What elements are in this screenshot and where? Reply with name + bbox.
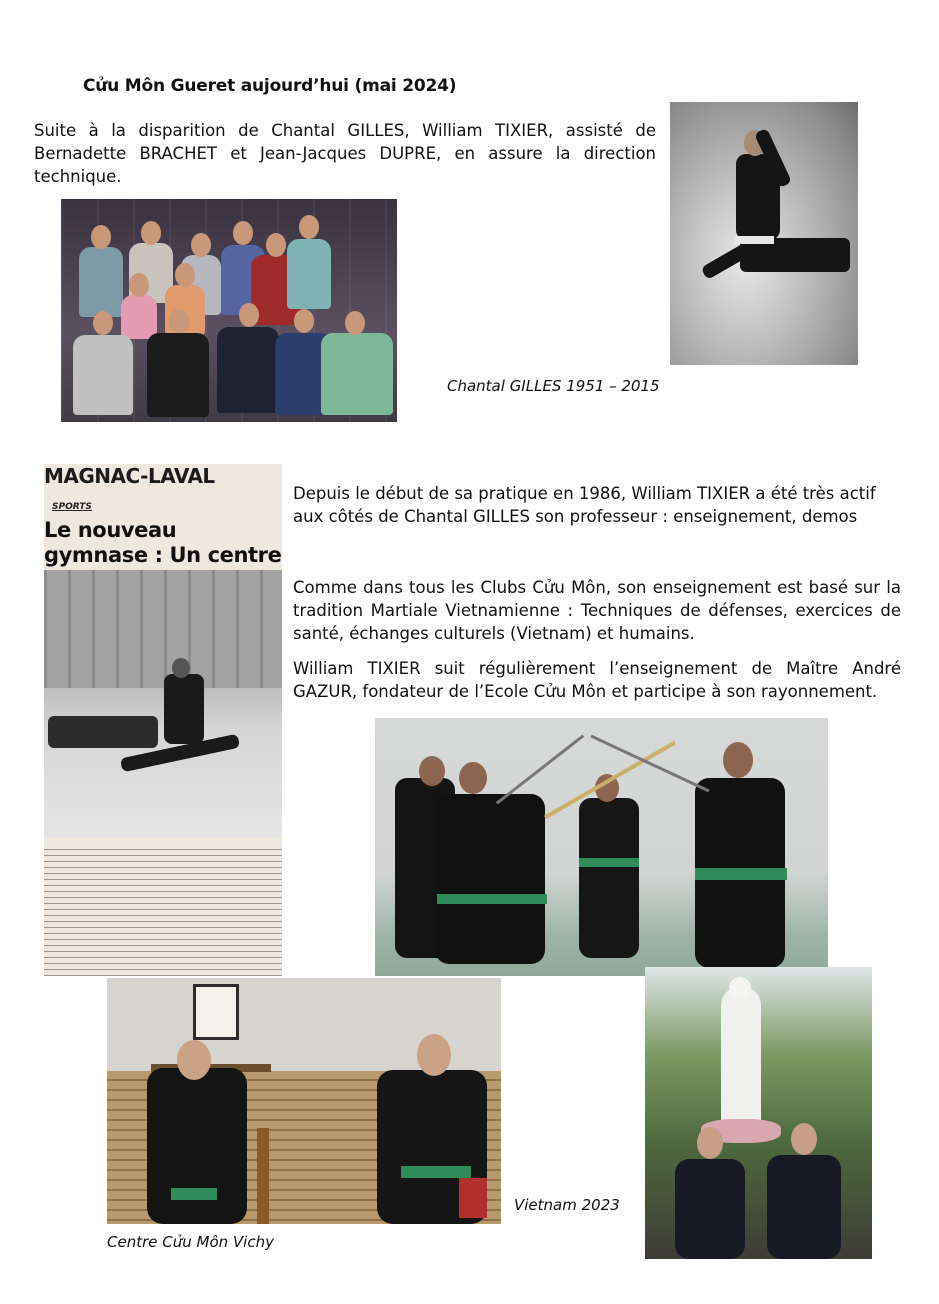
vichy-caption: Centre Cửu Môn Vichy — [107, 1233, 274, 1251]
group-photo — [61, 199, 397, 422]
paragraph-history: Depuis le début de sa pratique en 1986, William TIXIER a été très actif aux côtés de Chantal GILLES son professeur : enseignement, demos — [293, 484, 876, 526]
chantal-caption: Chantal GILLES 1951 – 2015 — [447, 377, 660, 395]
newspaper-section: SPORTS — [52, 502, 92, 512]
newspaper-photo — [44, 570, 282, 838]
vietnam-photo — [645, 967, 872, 1259]
paragraph-direction: Suite à la disparition de Chantal GILLES, William TIXIER, assisté de Bernadette BRACHET et Jean-Jacques DUPRE, en assure la direction technique. — [34, 121, 656, 186]
chantal-gilles-photo — [670, 102, 858, 365]
paragraph-teaching: Comme dans tous les Clubs Cửu Môn, son enseignement est basé sur la tradition Martiale Vietnamienne : Techniques de défenses, exercices de santé, échanges culturels (Vietnam) et humains. — [293, 578, 901, 643]
vichy-center-photo — [107, 978, 501, 1224]
page-title: Cửu Môn Gueret aujourd’hui (mai 2024) — [83, 76, 457, 96]
sword-demo-photo — [375, 718, 828, 976]
vietnam-caption: Vietnam 2023 — [514, 1196, 620, 1214]
paragraph-master: William TIXIER suit régulièrement l’enseignement de Maître André GAZUR, fondateur de l’Ecole Cửu Môn et participe à son rayonnement. — [293, 659, 901, 701]
newspaper-masthead: MAGNAC-LAVAL — [44, 464, 215, 488]
newspaper-clipping — [44, 464, 282, 976]
newspaper-headline: Le nouveau gymnase : Un centre — [44, 518, 282, 567]
